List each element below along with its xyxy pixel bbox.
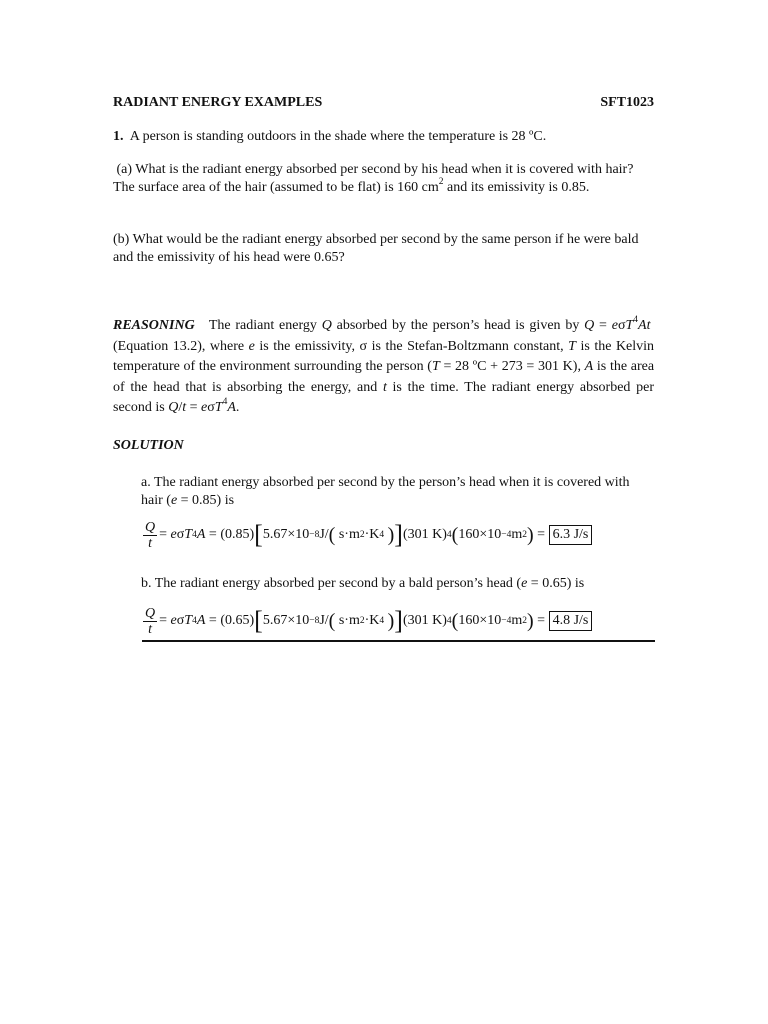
reasoning-text: / [178, 400, 183, 415]
solution-part-a-text: a. The radiant energy absorbed per second by the person’s head when it is covered with hair (e = 0.85) is [141, 475, 630, 508]
reasoning-text: is the emissivity, σ is the Stefan-Boltzmann constant, [259, 338, 564, 354]
emissivity-value: (0.65) [220, 613, 255, 628]
question-number: 1. [113, 129, 124, 144]
question-intro [113, 128, 654, 146]
reasoning-text: = 28 ºC + 273 = 301 K), [443, 359, 581, 374]
area-value: 160×10 [458, 613, 502, 628]
reasoning-text: absorbed by the person’s head is given by [336, 318, 580, 333]
area-unit: m [511, 613, 523, 628]
reasoning-heading: REASONING [113, 318, 195, 333]
solution-heading: SOLUTION [113, 438, 184, 453]
fraction-q-over-t: $\frac{Q}{t}$ [145, 519, 156, 551]
reasoning-text: The radiant energy [208, 318, 317, 333]
reasoning-text: is the time. The radiant energy absorbed per second is [113, 379, 655, 415]
emissivity-value: (0.85) [220, 527, 255, 542]
sigma-unit: J/ [319, 527, 329, 542]
area-unit: m [511, 527, 523, 542]
solution-text: = 0.65) is [527, 576, 585, 591]
reasoning-text: (Equation 13.2), where [113, 338, 245, 354]
section-divider [142, 640, 655, 642]
reasoning-text: is the Kelvin temperature of the environment surrounding the person ( [113, 338, 655, 374]
solution-text: b. The radiant energy absorbed per second by a bald person’s head ( [141, 576, 522, 591]
result-box-a: 6.3 J/s [549, 525, 593, 545]
sigma-value: 5.67×10 [262, 527, 310, 542]
reasoning-text: is the area of the head that is absorbing the energy, and [113, 359, 655, 395]
document-header [113, 94, 654, 112]
document-title: RADIANT ENERGY EXAMPLES [113, 95, 323, 110]
question-intro-text: A person is standing outdoors in the shade where the temperature is 28 ºC. [129, 129, 547, 144]
equation-part-a: $\frac{Q}{t}$ = e σ T 4 A = (0.85) [ 5.67×10 −8 J/ ( s·m 2 ·K 4 ) ] (301 K) 4 ( 160×10 −4 m 2 ) = 6.3 J/s [143, 517, 663, 553]
question-part-a: (a) What is the radiant energy absorbed per second by his head when it is covered with hair? The surface area of the hair (assumed to be flat) is 160 $cm^2$ and its emissivity is 0.85. [113, 162, 634, 195]
question-part-b [113, 231, 654, 267]
course-code: SFT1023 [600, 95, 654, 110]
result-box-b: 4.8 J/s [549, 611, 593, 631]
part-b-text: (b) What would be the radiant energy absorbed per second by the same person if he were bald and the emissivity of his head were 0.65? [113, 232, 639, 265]
temperature-value: (301 K) [402, 613, 447, 628]
part-a-text: (a) What is the radiant energy absorbed per second by his head when it is covered with hair? The surface area of the hair (assumed to be flat) is 160 cm [113, 162, 634, 195]
fraction-q-over-t: $\frac{Q}{t}$ [145, 605, 156, 637]
sigma-unit: J/ [319, 613, 329, 628]
temperature-value: (301 K) [402, 527, 447, 542]
area-value: 160×10 [458, 527, 502, 542]
solution-part-b-text: b. The radiant energy absorbed per second by a bald person’s head (e = 0.65) is [141, 576, 585, 591]
equation-part-b: $\frac{Q}{t}$ = e σ T 4 A = (0.65) [ 5.67×10 −8 J/ ( s·m 2 ·K 4 ) ] (301 K) 4 ( 160×10 −4 m 2 ) = 4.8 J/s [143, 603, 663, 639]
solution-text: = 0.85) is [177, 493, 235, 508]
sigma-value: 5.67×10 [262, 613, 310, 628]
reasoning-text: = [186, 400, 202, 415]
solution-text: a. The radiant energy absorbed per second by the person’s head when it is covered with hair ( [141, 475, 630, 508]
part-a-text-end: and its emissivity is 0.85. [443, 180, 590, 195]
reasoning-paragraph: REASONING The radiant energy Q absorbed by the person’s head is given by Q = eσT$^4$At (Equation 13.2), where e is the emissivity, σ is the Stefan-Boltzmann constant, T is the Kelvin temperature of the environment surrounding the person (T = 28 ºC + 273 = 301 K), A is the area of the head that is absorbing the energy, and t is the time. The radiant energy absorbed per second is Q/t = eσT$^4$A. [113, 315, 655, 415]
